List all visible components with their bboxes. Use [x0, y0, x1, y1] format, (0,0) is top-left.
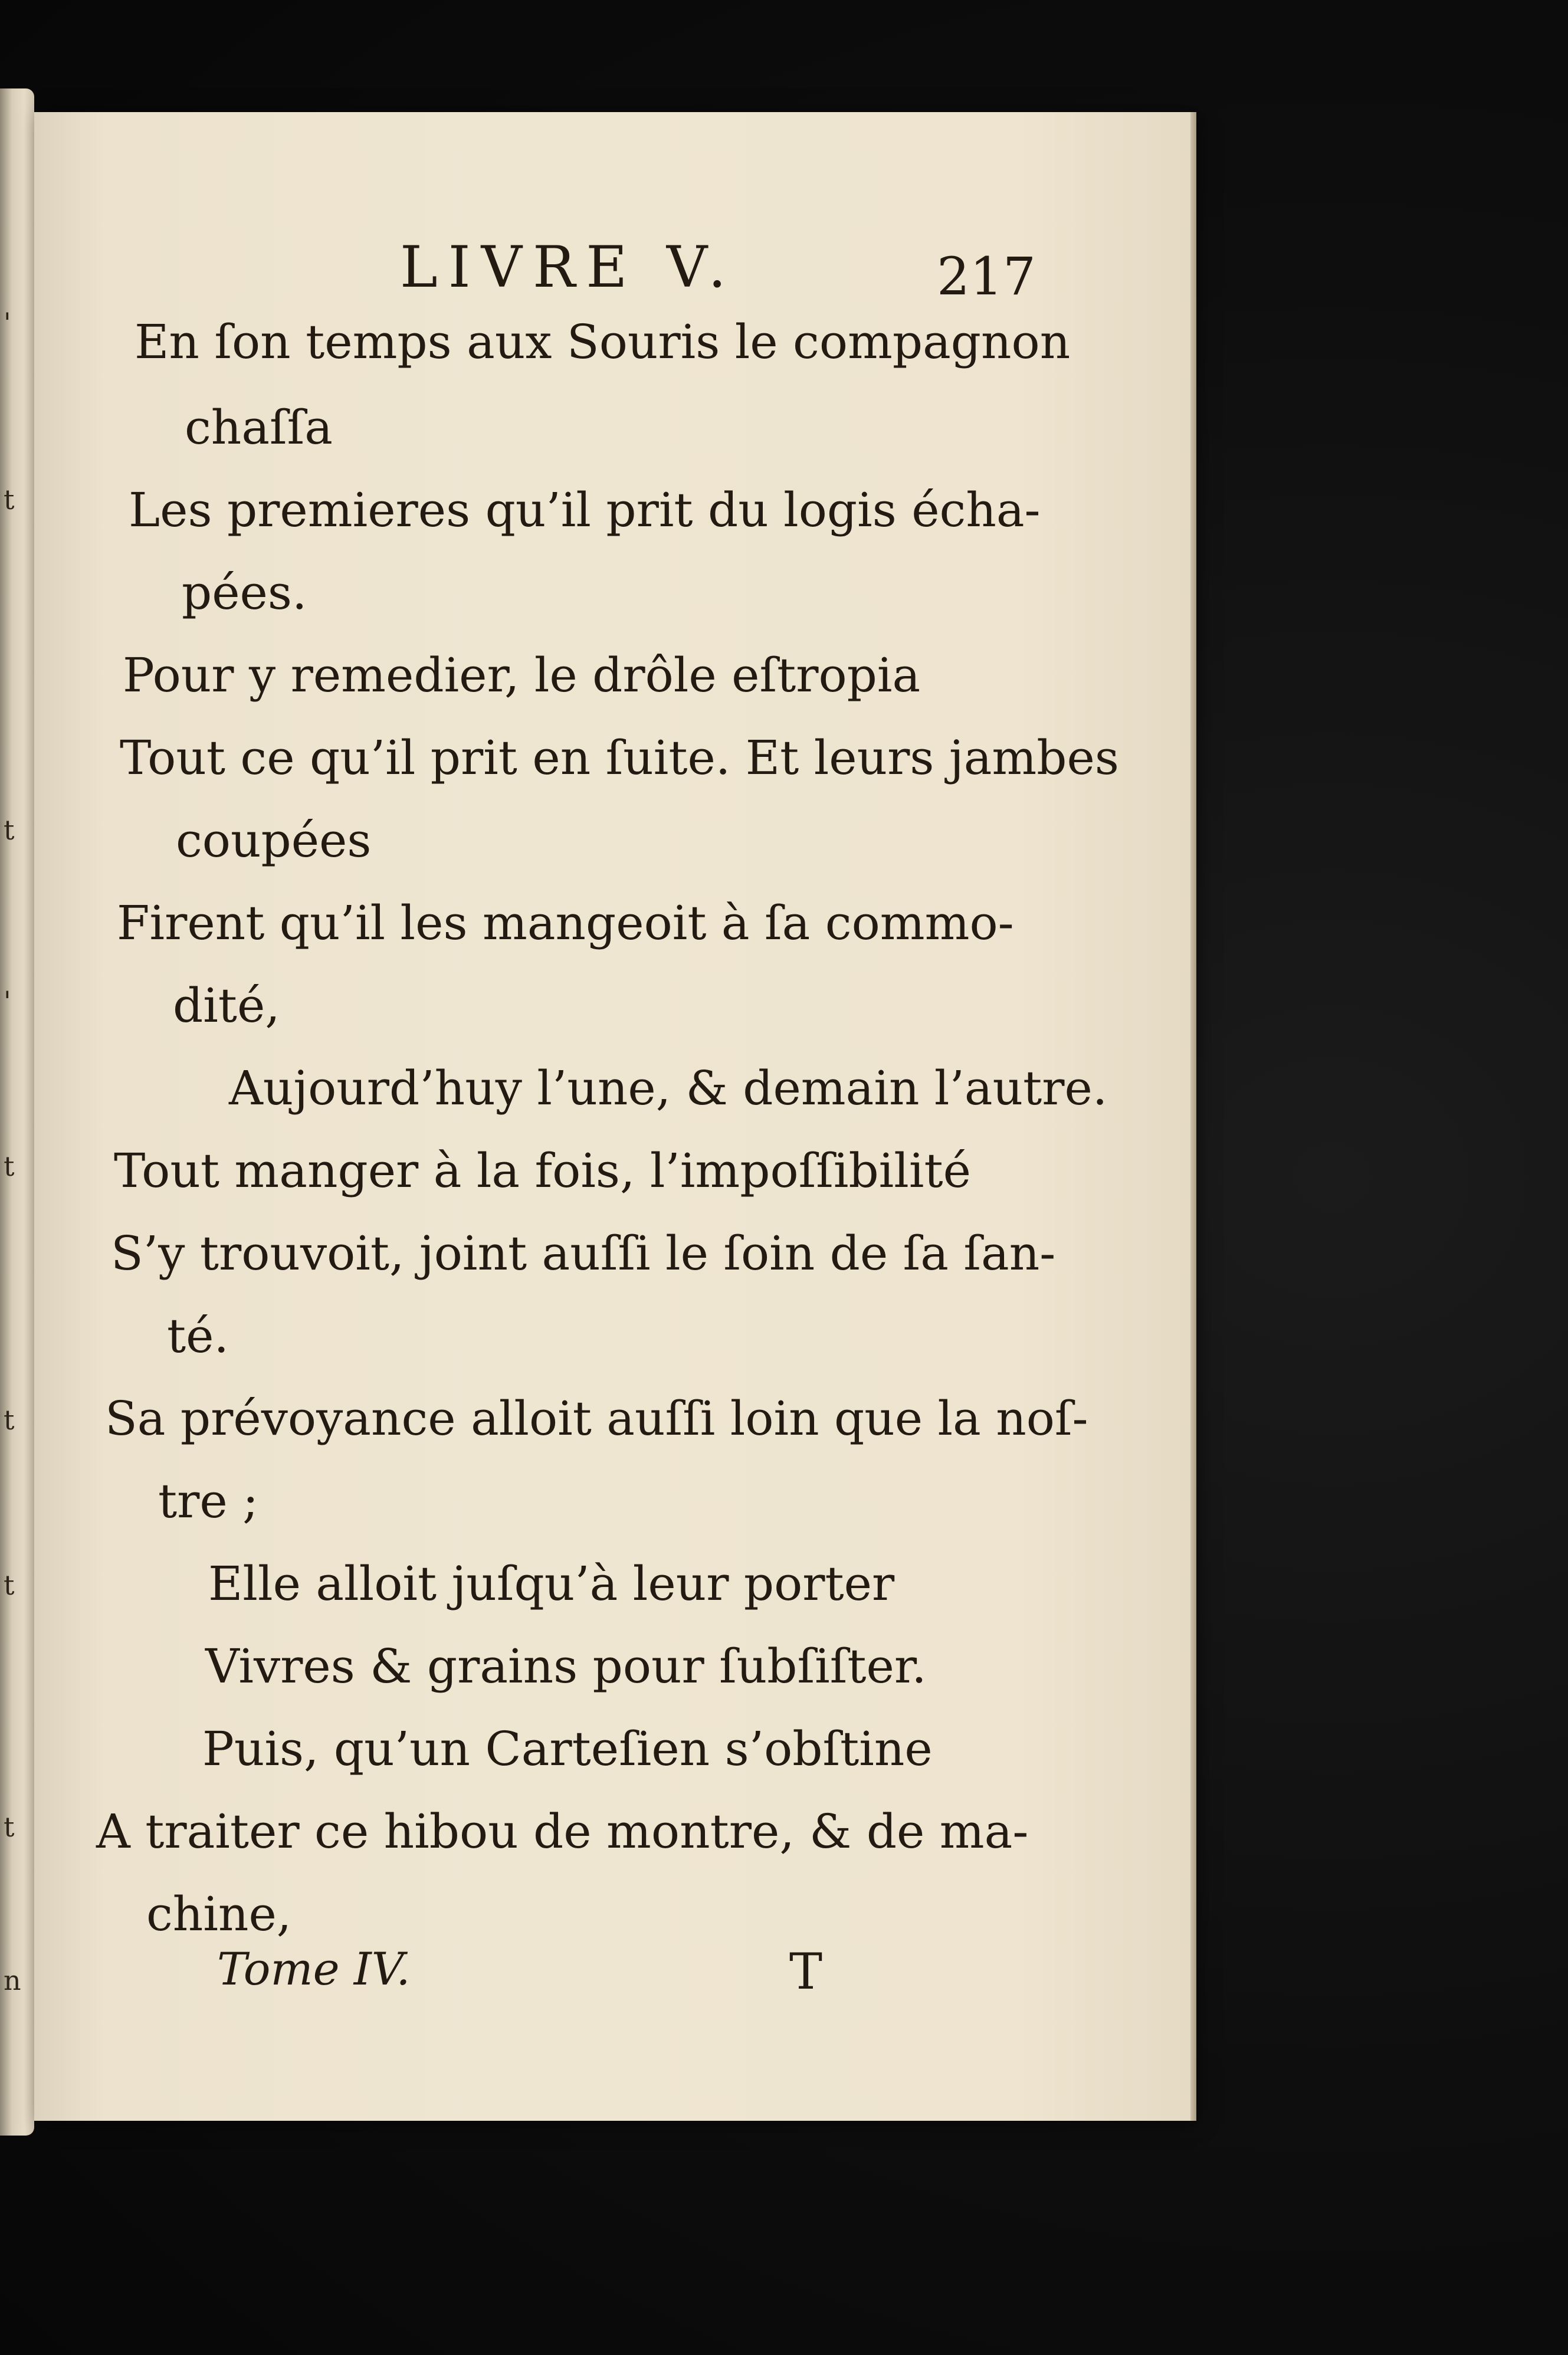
facing-page-mark: t — [4, 1404, 15, 1436]
text-line: Aujourd’huy l’une, & demain l’autre. — [229, 1061, 1108, 1116]
text-line: S’y trouvoit, joint auſſi le ſoin de ſa ſan- — [111, 1226, 1056, 1281]
text-line: Pour y remedier, le drôle eſtropia — [123, 648, 921, 703]
volume-mark: Tome IV. — [217, 1943, 411, 1995]
facing-page-mark: t — [4, 1569, 15, 1601]
text-line: té. — [167, 1308, 229, 1363]
text-line: Tout ce qu’il prit en ſuite. Et leurs jambes — [120, 730, 1119, 785]
facing-page-mark: t — [4, 814, 15, 846]
facing-page-mark: ' — [4, 307, 11, 339]
text-line: tre ; — [158, 1474, 259, 1529]
text-line: Sa prévoyance alloit auſſi loin que la noſ- — [105, 1391, 1088, 1446]
facing-page-mark: ' — [4, 985, 11, 1017]
text-line: Les premieres qu’il prit du logis écha- — [129, 483, 1041, 537]
text-line: Firent qu’il les mangeoit à ſa commo- — [117, 896, 1014, 950]
facing-page-mark: t — [4, 1811, 15, 1843]
text-line: pées. — [182, 565, 307, 620]
text-line: Tout manger à la fois, l’impoſſibilité — [114, 1143, 971, 1198]
facing-page-mark: t — [4, 484, 15, 516]
page-number: 217 — [937, 246, 1036, 307]
text-line: chaſſa — [185, 400, 333, 455]
running-title: LIVRE V. — [400, 234, 737, 300]
text-line: coupées — [176, 813, 372, 868]
facing-page-letters — [0, 0, 34, 2355]
facing-page-mark: n — [4, 1964, 21, 1996]
text-line: A traiter ce hibou de montre, & de ma- — [96, 1804, 1029, 1859]
text-line: Puis, qu’un Carteſien s’obſtine — [202, 1721, 933, 1776]
signature-mark: T — [789, 1943, 823, 2000]
text-line: chine, — [146, 1887, 292, 1941]
text-line: En ſon temps aux Souris le compagnon — [135, 314, 1071, 369]
facing-page-mark: t — [4, 1150, 15, 1182]
book-page — [34, 112, 1190, 2121]
text-line: dité, — [173, 978, 280, 1033]
text-line: Vivres & grains pour ſubſiſter. — [205, 1639, 927, 1694]
text-line: Elle alloit juſqu’à leur porter — [208, 1556, 895, 1611]
